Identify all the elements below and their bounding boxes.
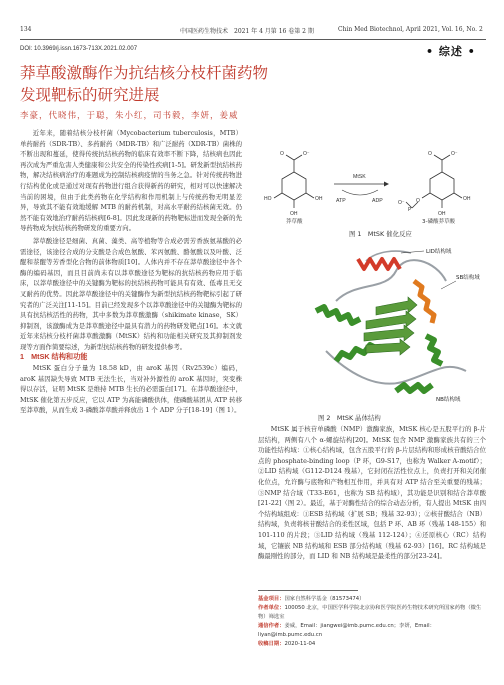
received-label: 收稿日期：	[258, 641, 285, 647]
figure-2-caption: 图 2 MtSK 晶体结构	[318, 414, 381, 422]
running-header	[20, 26, 486, 38]
section-1-paragraph: MtSK 蛋白分子量为 18.58 kD，由 aroK 基因（Rv2539c）编码，aroK 基因缺失导致 MTB 无法生长，当对补外源性的 aroK 基因时，突变株得以存活，证明 MtSK 是维持 MTB 生长的必需蛋白[17]。在莽草酸途径中，MtSK 催化第五步反应，它以 ATP 为高能磷酸供体，使磷酸基团从 ATP 转移至莽草酸，从而生成 3-磷酸莽草酸并释放出 1 个 ADP 分子[18-19]（图 1）。	[20, 364, 242, 415]
s3p-oh-2: OH	[438, 211, 446, 217]
adp-label: ADP	[372, 198, 383, 204]
title-line-2: 发现靶标的研究进展	[20, 86, 160, 104]
header-rule	[20, 39, 486, 40]
figure-2-crystal-structure	[296, 241, 486, 411]
footnotes	[258, 595, 486, 649]
figure-1-caption: 图 1 MtSK 催化反应	[349, 230, 412, 238]
arrowhead	[384, 182, 389, 187]
doi: DOI: 10.3969/j.issn.1673-713X.2021.02.007	[20, 46, 138, 52]
s3p-o-link: O	[416, 198, 420, 204]
shikimate-ring	[282, 172, 306, 200]
shikimate-label: 莽草酸	[286, 219, 303, 224]
shik-oh-1: OH	[315, 196, 323, 202]
correspondence-text: 姜威，Email：jiangwei@imb.pumc.edu.cn；李妍，Email：liyan@imb.pumc.edu.cn	[258, 623, 435, 638]
s3p-phosphorus: P	[408, 207, 412, 213]
received-date: 2020-11-04	[284, 641, 316, 647]
journal-name-en: Chin Med Biotechnol, April 2021, Vol. 16, No. 2	[338, 26, 483, 33]
shik-o: O	[280, 151, 284, 157]
section-heading-1: 1 MtSK 结构和功能	[20, 352, 88, 362]
nb-label: NB结构域	[436, 397, 461, 403]
page-number: 134	[20, 26, 32, 33]
strand-1	[366, 311, 416, 329]
s3p-label: 3-磷酸莽草酸	[422, 219, 455, 224]
strand-4	[376, 297, 417, 315]
left-column	[20, 128, 242, 416]
s3p-o-minus: O⁻	[451, 151, 458, 157]
shik-ho: HO	[264, 196, 272, 202]
s3p-oh-1: OH	[463, 196, 471, 202]
helix-a	[316, 307, 360, 323]
cofactor-arc	[342, 190, 378, 195]
footnote-rule	[258, 590, 358, 591]
author-list: 李豪，代晓伟，于聪，朱小红，司书毅，李妍，姜威	[20, 111, 239, 121]
title-line-1: 莽草酸激酶作为抗结核分枝杆菌药物	[20, 64, 269, 82]
s3p-p-o-minus: O⁻	[398, 200, 405, 206]
helix-c	[426, 336, 442, 364]
article-title	[20, 62, 320, 106]
s3p-ring	[430, 172, 454, 200]
strand-3	[366, 339, 410, 355]
figure-1-reaction-scheme	[262, 150, 486, 224]
affiliation-text: 100050 北京，中国医学科学院北京协和医学院医药生物技术研究所国家药物（微生物）筛选室	[258, 605, 482, 620]
enzyme-label: MtSK	[353, 174, 366, 180]
protein-ribbon	[296, 241, 486, 411]
lid-helix	[358, 259, 400, 269]
received-note	[258, 640, 486, 649]
article-type: • 综述 •	[426, 45, 476, 58]
intro-paragraph-2: 莽草酸途径是细菌、真菌、藻类、高等植物等合成必需芳香族氨基酸的必需途径，该途径合成的分支酸是合成色氨酸、苯丙氨酸、酪氨酸以及叶酸、泛醌和萘醌等芳香型化合物的前体物质[10]。人体内并不存在莽草酸途径中各个酶的编码基因，而且目前尚未有以莽草酸途径为靶标的抗结核药物应用于临床，以莽草酸途径中的关键酶为靶标的抗结核药物可能具有有效、低毒且无交叉耐药的优势。因此莽草酸途径中的关键酶作为新型抗结核药物靶标引起了研究者的广泛关注[11-15]。目前已经发现多个以莽草酸途径中的关键酶为靶标的具有抗结核活性的药物，其中多数为莽草酸激酶（shikimate kinase，SK）抑制剂，该激酶成为是莽草酸途径中最具有潜力的药物研发靶点[16]。本文就近年来结核分枝杆菌莽草酸激酶（MtSK）结构和功能相关研究及其抑制剂发现等方面作简要综述，为新型抗结核药物的研发提供参考。	[20, 236, 242, 351]
correspondence-note	[258, 622, 486, 640]
lid-label: LID结构域	[426, 249, 452, 255]
shik-oh-2: OH	[290, 211, 298, 217]
correspondence-label: 通信作者：	[258, 623, 285, 629]
shik-o-minus: O⁻	[303, 151, 310, 157]
reaction-diagram	[262, 150, 486, 224]
helix-d	[396, 385, 432, 391]
sb-label: SB结构域	[456, 275, 480, 281]
sb-helix	[414, 281, 434, 323]
journal-name-cn: 中国医药生物技术 2021 年 4 月第 16 卷第 2 期	[180, 28, 314, 35]
affiliation-label: 作者单位：	[258, 605, 285, 611]
right-column	[258, 424, 486, 562]
intro-paragraph-1: 近年来，随着结核分枝杆菌（Mycobacterium tuberculosis，MTB）单药耐药（SDR-TB）、多药耐药（MDR-TB）和广泛耐药（XDR-TB）菌株的不断出现和蔓延，使得传统抗结核药物的临床有效率不断下降，结核病也因此再次成为严重危害人类健康和公共安全的传染性疾病[1-5]。研发新型抗结核药物，解决结核病治疗的难题成为控制结核病疫情的当务之急。针对传统药物进行结构优化或是通过对现有药物进行组合获得新药的研究，相对可以快速解决当前的困境，但由于此类药物在化学结构和作用机制上与传统药物无明显差异，导致其不能有效地缓解 MTB 的耐药机制，对高水平耐药结核菌无效。仍然不能有效地治疗耐药结核病[6-8]。因此发现新的药物靶标进而发现全新的先导药物成为抗结核药物研发的重要方向。	[20, 129, 242, 233]
fund-note	[258, 595, 486, 604]
mtsk-structure-paragraph: MtSK 属于核苷单磷酸（NMP）激酶家族，MtSK 核心是五股平行的 β-片层结构，两侧有八个 α-螺旋结构[20]。MtSK 包含 NMP 激酶家族共有的三个功能性结构域：①核心结构域，包含五股平行的 β-片层结构和形成核苷酸结合位点的 phosphate-binding loop（P 环，G9-S17，也称为 Walker A-motif）；②LID 结构域（G112-D124 残基），它封闭在活性位点上，负责打开和关闭催化位点，允许酶与底物和产物相互作用，并具有对 ATP 结合至关重要的残基；③NMP 结合域（T33-E61，也称为 SB 结构域），其功能是识别和结合莽草酸[21-22]（图 2）。最近，基于对酶性结合的综合动态分析，有人提出 MtSK 由四个结构域组成：①ESB 结构域（扩展 SB；残基 32-93）；②核苷酸结合（NB）结构域，负责将核苷酸结合的柔性区域，包括 P 环、AB 环（残基 148-155）和 101-110 的片段；③LID 结构域（残基 112-124）；④还原核心（RC）结构域，它镶嵌 NB 结构域和 ESB 部分结构域（残基 62-93）[16]。RC 结构域是酶最刚性的部分，而 LID 和 NB 结构域是最柔性的部分[23-24]。	[258, 425, 486, 561]
s3p-o: O	[428, 151, 432, 157]
fund-label: 基金项目：	[258, 596, 285, 602]
atp-label: ATP	[336, 198, 346, 204]
fund-text: 国家自然科学基金（81573474）	[284, 596, 365, 602]
affiliation-note	[258, 604, 486, 622]
